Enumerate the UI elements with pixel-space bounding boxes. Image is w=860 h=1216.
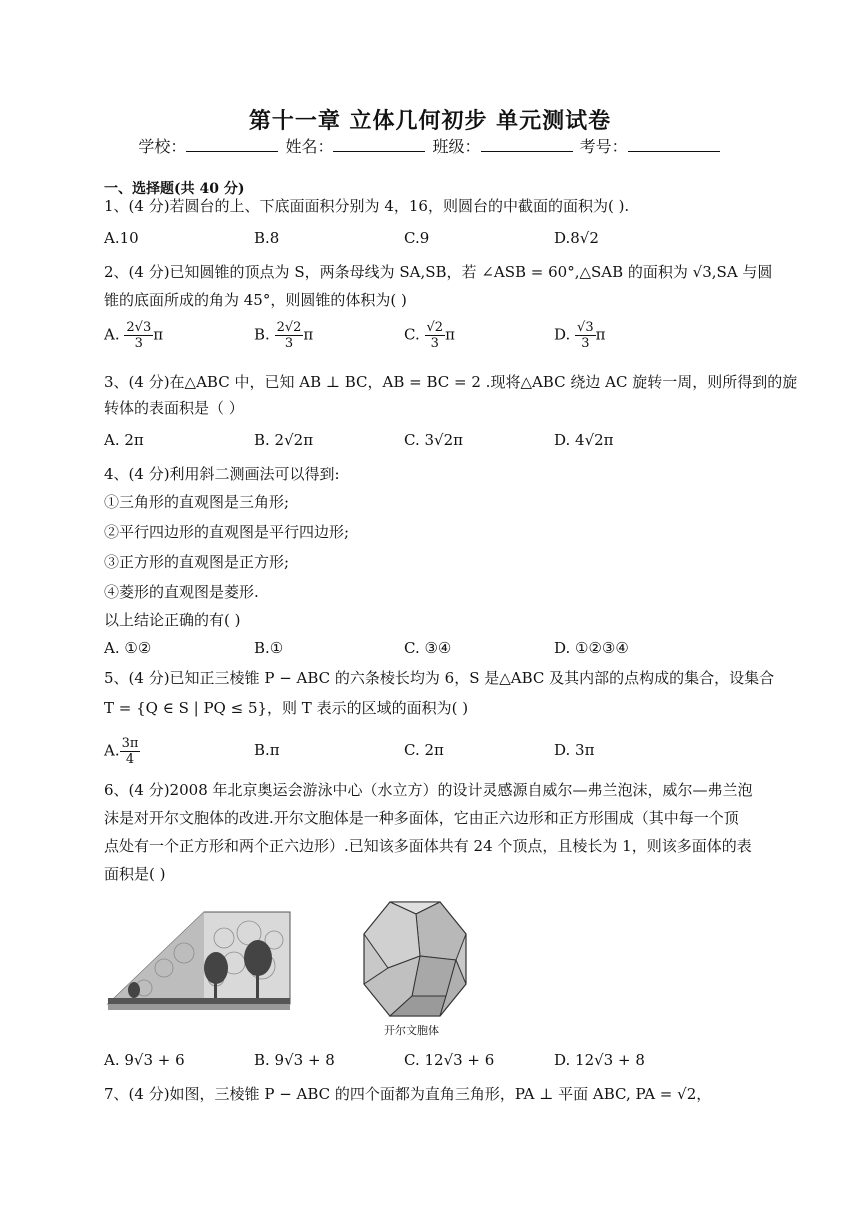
q2-d-denominator: 3 (581, 336, 590, 351)
q4-stem: 4、(4 分)利用斜二测画法可以得到: (104, 465, 340, 483)
q4-statement-4: ④菱形的直观图是菱形. (104, 583, 259, 601)
q6-line-2: 沫是对开尔文胞体的改进.开尔文胞体是一种多面体，它由正六边形和正方形围成（其中每一个顶 (104, 809, 739, 827)
q2-option-c-fraction (425, 320, 446, 351)
q2-option-c-label: C. (404, 325, 420, 344)
q1-option-a: A.10 (104, 229, 139, 247)
q5-line-1: 5、(4 分)已知正三棱锥 P − ABC 的六条棱长均为 6，S 是△ABC 及其内部的点构成的集合，设集合 (104, 669, 775, 687)
q2-option-b-fraction (275, 320, 304, 351)
q2-b-numerator: 2√2 (276, 320, 302, 335)
page-title: 第十一章 立体几何初步 单元测试卷 (248, 108, 612, 134)
class-label: 班级： (432, 137, 481, 156)
q4-option-b: B.① (254, 639, 284, 657)
q6-option-c: C. 12√3 + 6 (404, 1051, 495, 1069)
q4-option-d: D. ①②③④ (554, 639, 629, 657)
section-heading: 一、选择题(共 40 分) (104, 181, 245, 197)
q3-option-d: D. 4√2π (554, 431, 614, 449)
q6-option-a: A. 9√3 + 6 (104, 1051, 185, 1069)
q3-line-1: 3、(4 分)在△ABC 中，已知 AB ⊥ BC，AB = BC = 2 .现将△ABC 绕边 AC 旋转一周，则所得到的旋 (104, 373, 798, 391)
q5-option-d: D. 3π (554, 741, 595, 759)
q5-option-c: C. 2π (404, 741, 444, 759)
q7-line-1: 7、(4 分)如图，三棱锥 P − ABC 的四个面都为直角三角形，PA ⊥ 平面 ABC, PA = √2， (104, 1085, 712, 1103)
q6-option-b: B. 9√3 + 8 (254, 1051, 335, 1069)
q5-a-numerator: 3π (121, 736, 139, 751)
q2-a-denominator: 3 (134, 336, 143, 351)
q2-a-pi: π (153, 325, 164, 344)
q4-statement-2: ②平行四边形的直观图是平行四边形; (104, 523, 350, 541)
q1-stem: 1、(4 分)若圆台的上、下底面面积分别为 4，16，则圆台的中截面的面积为( ). (104, 197, 630, 215)
q5-option-b: B.π (254, 741, 280, 759)
q4-option-c: C. ③④ (404, 639, 452, 657)
q2-option-d-fraction (575, 320, 596, 351)
q4-statement-3: ③正方形的直观图是正方形; (104, 553, 290, 571)
name-label: 姓名： (285, 137, 334, 156)
q2-c-numerator: √2 (426, 320, 444, 335)
q2-option-b-label: B. (254, 325, 270, 344)
q6-line-4: 面积是( ) (104, 865, 166, 883)
q2-option-c (404, 320, 455, 351)
q2-option-a-fraction (124, 320, 153, 351)
q1-option-b: B.8 (254, 229, 280, 247)
q5-option-a-label: A. (104, 741, 120, 760)
q2-option-d (554, 320, 605, 351)
q1-option-d: D.8√2 (554, 229, 599, 247)
kelvin-cell-figure (360, 898, 470, 1020)
name-field[interactable] (333, 137, 425, 152)
q6-option-d: D. 12√3 + 8 (554, 1051, 645, 1069)
q6-line-3: 点处有一个正方形和两个正六边形）.已知该多面体共有 24 个顶点，且棱长为 1，则该多面体的表 (104, 837, 752, 855)
q2-option-a-label: A. (104, 325, 120, 344)
school-label: 学校： (138, 137, 187, 156)
q5-option-a-fraction (120, 736, 141, 767)
q5-line-2: T = {Q ∈ S | PQ ≤ 5}，则 T 表示的区域的面积为( ) (104, 699, 469, 717)
q3-option-b: B. 2√2π (254, 431, 314, 449)
class-field[interactable] (481, 137, 573, 152)
q2-line-2: 锥的底面所成的角为 45°，则圆锥的体积为( ) (104, 291, 407, 309)
q2-c-pi: π (445, 325, 455, 344)
kelvin-cell-caption: 开尔文胞体 (384, 1024, 439, 1037)
q2-b-denominator: 3 (284, 336, 294, 351)
school-field[interactable] (186, 137, 278, 152)
q6-line-1: 6、(4 分)2008 年北京奥运会游泳中心（水立方）的设计灵感源自威尔—弗兰泡沫，威尔—弗兰泡 (104, 781, 753, 799)
q2-a-numerator: 2√3 (126, 320, 152, 335)
q2-d-numerator: √3 (577, 320, 594, 335)
q2-b-pi: π (303, 325, 314, 344)
q3-option-a: A. 2π (104, 431, 144, 449)
q5-option-a (104, 736, 140, 767)
q2-option-d-label: D. (554, 325, 571, 344)
q1-option-c: C.9 (404, 229, 430, 247)
q2-c-denominator: 3 (430, 336, 439, 351)
q2-line-1: 2、(4 分)已知圆锥的顶点为 S，两条母线为 SA,SB，若 ∠ASB = 60°,△SAB 的面积为 √3,SA 与圆 (104, 263, 773, 281)
q2-d-pi: π (595, 325, 606, 344)
q3-option-c: C. 3√2π (404, 431, 463, 449)
water-cube-photo (104, 908, 294, 1012)
student-info-row (0, 134, 860, 157)
q5-a-denominator: 4 (125, 752, 135, 767)
exam-number-field[interactable] (628, 137, 720, 152)
q2-option-b (254, 320, 313, 351)
q4-question: 以上结论正确的有( ) (104, 611, 241, 629)
q3-line-2: 转体的表面积是（ ） (104, 399, 244, 417)
q2-option-a (104, 320, 163, 351)
exam-number-label: 考号： (579, 137, 628, 156)
q4-statement-1: ①三角形的直观图是三角形; (104, 493, 290, 511)
q4-option-a: A. ①② (104, 639, 152, 657)
